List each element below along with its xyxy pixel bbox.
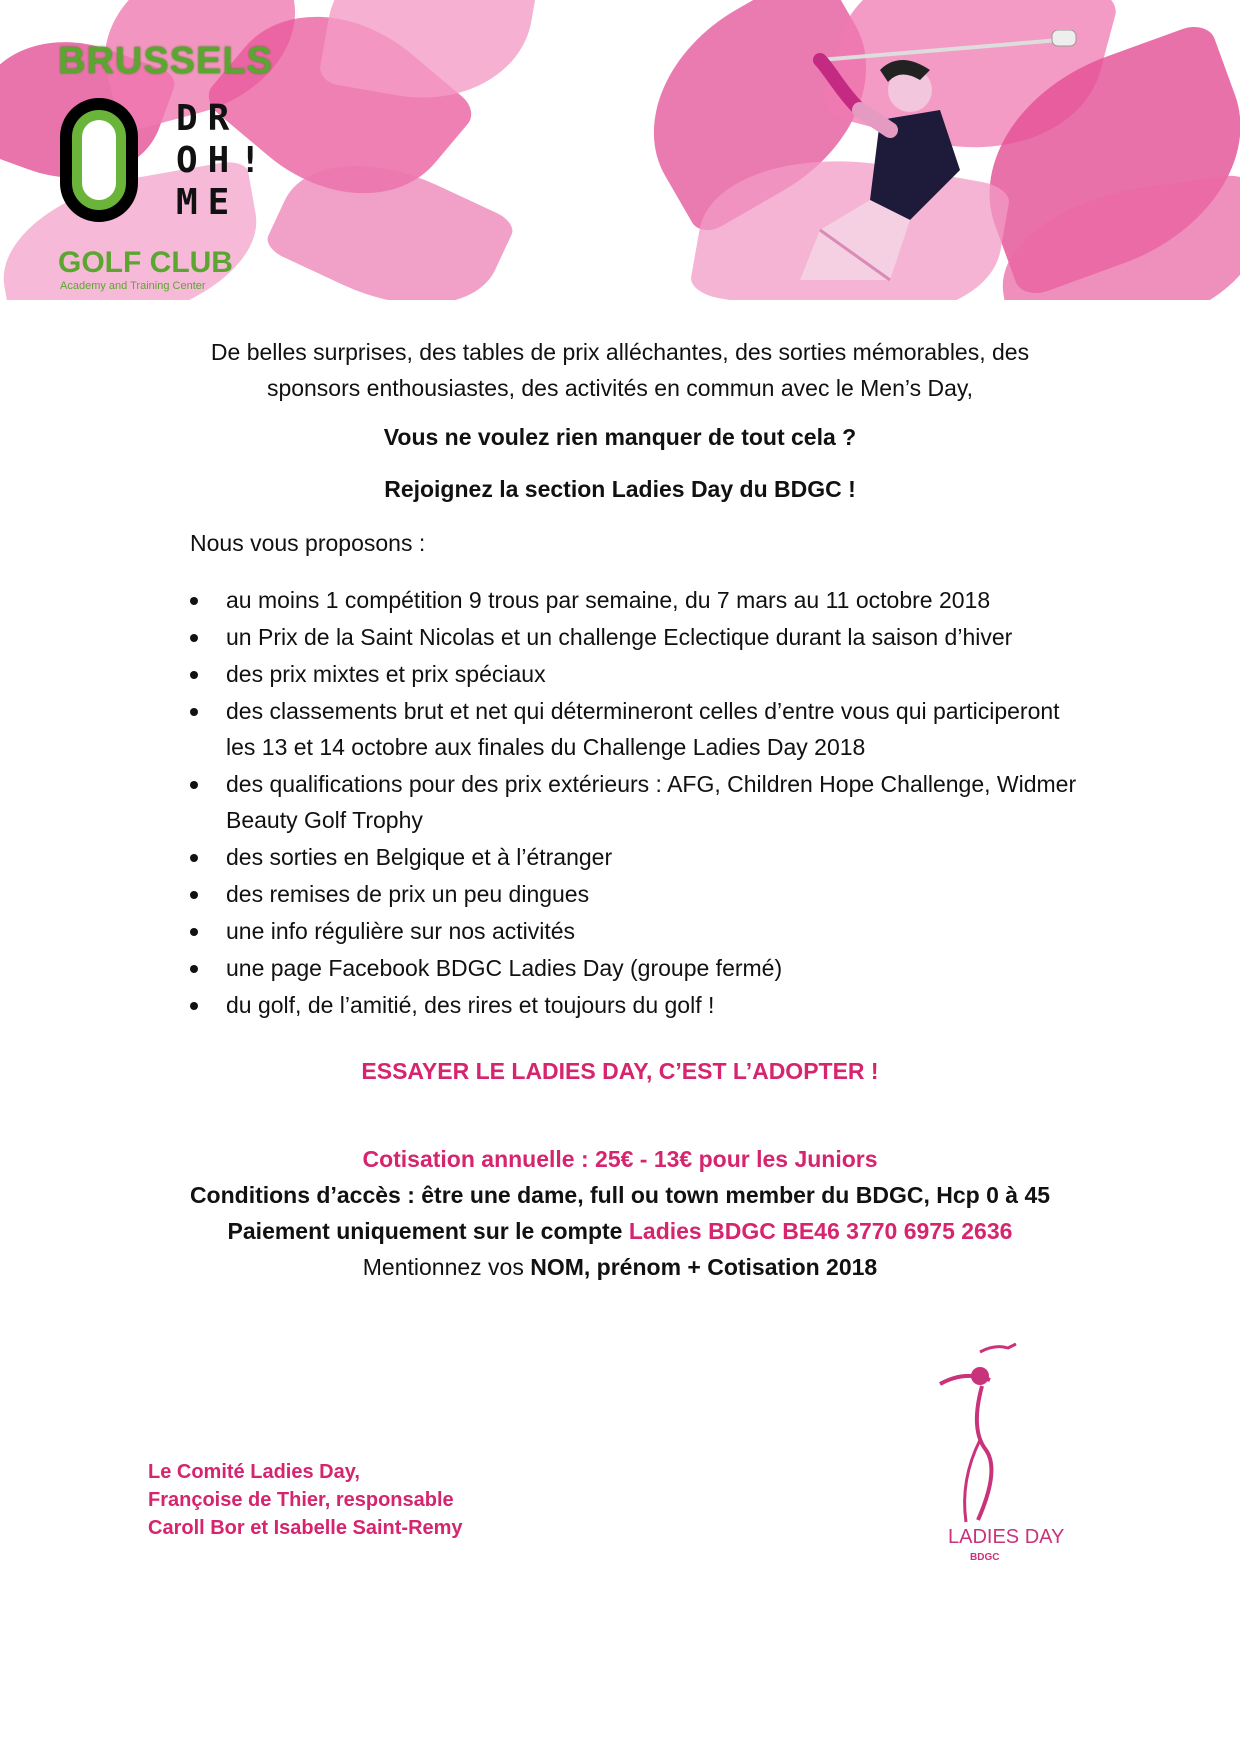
logo-ring-icon: [60, 98, 138, 222]
payment-mention: Mentionnez vos NOM, prénom + Cotisation 2018: [362, 1254, 878, 1280]
logo-golf-club-text: GOLF CLUB: [58, 246, 233, 279]
list-item: des qualifications pour des prix extérieurs : AFG, Children Hope Challenge, Widmer Beauty Golf Trophy: [190, 766, 1090, 838]
annual-fee: Cotisation annuelle : 25€ - 13€ pour les Juniors: [362, 1146, 878, 1172]
bank-account: Ladies BDGC BE46 3770 6975 2636: [628, 1218, 1013, 1244]
question-heading: Vous ne voulez rien manquer de tout cela ?: [383, 424, 857, 450]
club-logo: [58, 40, 318, 300]
golfer-illustration: [760, 30, 1080, 300]
list-item: une page Facebook BDGC Ladies Day (groupe fermé): [190, 950, 1090, 986]
list-item: des remises de prix un peu dingues: [190, 876, 1090, 912]
signature-line: Françoise de Thier, responsable: [148, 1489, 454, 1511]
join-heading: Rejoignez la section Ladies Day du BDGC !: [384, 476, 856, 502]
logo-brussels-text: BRUSSELS: [58, 40, 273, 82]
list-item: une info régulière sur nos activités: [190, 913, 1090, 949]
header-banner: [0, 0, 1240, 300]
logo-subtitle: Academy and Training Center: [60, 280, 206, 292]
signature-line: Caroll Bor et Isabelle Saint-Remy: [148, 1517, 463, 1539]
offer-list: [190, 582, 1090, 1024]
signature-block: [148, 1458, 463, 1542]
offer-intro: Nous vous proposons :: [190, 530, 426, 556]
list-item: des classements brut et net qui détermineront celles d’entre vous qui participeront les 13 et 14 octobre aux finales du Challenge Ladies Day 2018: [190, 693, 1090, 765]
list-item: des prix mixtes et prix spéciaux: [190, 656, 1090, 692]
ladies-day-logo: [920, 1340, 1065, 1570]
list-item: un Prix de la Saint Nicolas et un challenge Eclectique durant la saison d’hiver: [190, 619, 1090, 655]
list-item: du golf, de l’amitié, des rires et toujours du golf !: [190, 987, 1090, 1023]
ladies-day-sub: BDGC: [970, 1552, 1000, 1563]
logo-letters: DR OH! ME: [176, 98, 272, 223]
list-item: au moins 1 compétition 9 trous par semaine, du 7 mars au 11 octobre 2018: [190, 582, 1090, 618]
payment-info: Paiement uniquement sur le compte Ladies BDGC BE46 3770 6975 2636: [227, 1218, 1013, 1244]
access-conditions: Conditions d’accès : être une dame, full ou town member du BDGC, Hcp 0 à 45: [189, 1182, 1051, 1208]
signature-line: Le Comité Ladies Day,: [148, 1461, 360, 1483]
lady-golfer-icon: [920, 1340, 1040, 1525]
list-item: des sorties en Belgique et à l’étranger: [190, 839, 1090, 875]
ladies-day-title: LADIES DAY: [948, 1526, 1065, 1548]
intro-paragraph: De belles surprises, des tables de prix alléchantes, des sorties mémorables, des sponsors enthousiastes, des activités en commun avec le Men’s Day,: [210, 339, 1030, 401]
call-to-action: ESSAYER LE LADIES DAY, C’EST L’ADOPTER !: [361, 1058, 879, 1084]
